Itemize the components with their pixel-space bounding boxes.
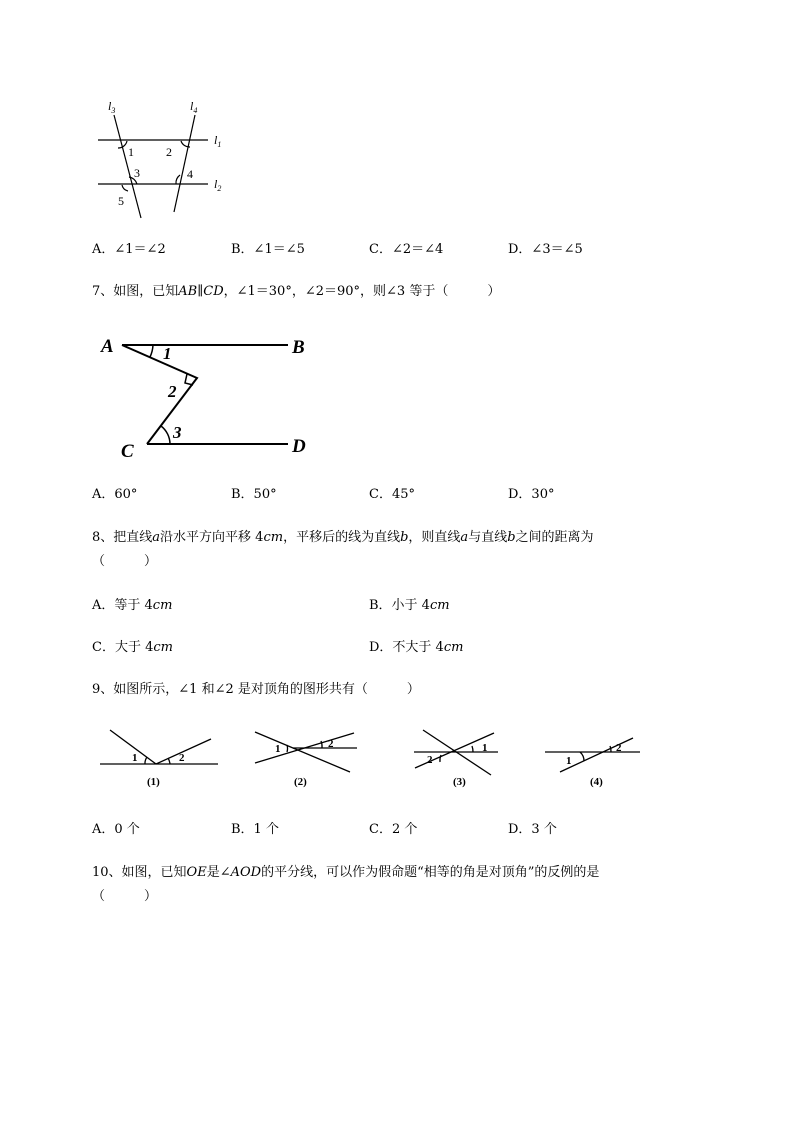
q7-stem: 7、如图，已知AB∥CD，∠1＝30°，∠2＝90°，则∠3 等于（ ）	[92, 284, 501, 299]
fig4-caption: (4)	[590, 776, 603, 788]
q8-option-b: B．小于 4cm	[369, 598, 450, 613]
q9-stem: 9、如图所示，∠1 和∠2 是对顶角的图形共有（ ）	[92, 682, 420, 697]
point-b: B	[292, 337, 305, 358]
q9-option-d: D．3 个	[508, 822, 557, 837]
svg-text:l4	[190, 99, 197, 115]
svg-text:l2	[214, 177, 221, 193]
angle-label-2: 2	[166, 145, 172, 159]
fig2-caption: (2)	[294, 776, 307, 788]
q7-option-d: D．30°	[508, 487, 555, 502]
fig2-angle-1: 1	[275, 743, 281, 755]
fig2-angle-2: 2	[328, 738, 334, 750]
angle-label-5: 5	[118, 194, 124, 208]
q8-stem-paren: （ ）	[92, 554, 158, 569]
q6-option-a: A．∠1＝∠2	[92, 242, 166, 257]
fig4-angle-2: 2	[616, 742, 622, 754]
q6-option-c: C．∠2＝∠4	[369, 242, 444, 257]
label-l3: l	[108, 99, 112, 113]
point-c: C	[121, 441, 134, 462]
fig1-caption: (1)	[147, 776, 160, 788]
q6-option-b: B．∠1＝∠5	[231, 242, 305, 257]
angle-2: 2	[168, 382, 177, 401]
fig3-angle-1: 1	[482, 742, 488, 754]
q8-stem: 8、把直线a沿水平方向平移 4cm，平移后的线为直线b，则直线a与直线b之间的距离为	[92, 530, 594, 545]
angle-label-3: 3	[134, 166, 140, 180]
q7-option-b: B．50°	[231, 487, 277, 502]
q10-stem: 10、如图，已知OE是∠AOD的平分线，可以作为假命题“相等的角是对顶角”的反例的是	[92, 865, 600, 880]
svg-text:l3	[108, 99, 115, 115]
q9-option-b: B．1 个	[231, 822, 279, 837]
fig3-caption: (3)	[453, 776, 466, 788]
q6-option-d: D．∠3＝∠5	[508, 242, 583, 257]
label-l1: l	[214, 133, 218, 147]
label-l4: l	[190, 99, 194, 113]
label-l4-sub: 4	[193, 106, 198, 115]
label-l2: l	[214, 177, 218, 191]
q9-option-a: A．0 个	[92, 822, 140, 837]
fig1-angle-2: 2	[179, 752, 185, 764]
label-l1-sub: 1	[217, 140, 222, 149]
label-l3-sub: 3	[111, 106, 116, 115]
q8-option-d: D．不大于 4cm	[369, 640, 464, 655]
label-l2-sub: 2	[217, 184, 222, 193]
angle-label-4: 4	[187, 167, 193, 181]
q10-stem-paren: （ ）	[92, 889, 158, 904]
angle-label-1: 1	[128, 145, 134, 159]
point-d: D	[292, 436, 306, 457]
angle-3: 3	[173, 423, 182, 442]
q8-option-a: A．等于 4cm	[92, 598, 173, 613]
angle-1: 1	[163, 344, 172, 363]
q9-option-c: C．2 个	[369, 822, 418, 837]
fig4-angle-1: 1	[566, 755, 572, 767]
q7-option-c: C．45°	[369, 487, 415, 502]
q7-option-a: A．60°	[92, 487, 138, 502]
point-a: A	[101, 336, 114, 357]
fig3-angle-2: 2	[427, 754, 433, 766]
svg-text:l1	[214, 133, 221, 149]
q8-option-c: C．大于 4cm	[92, 640, 173, 655]
fig1-angle-1: 1	[132, 752, 138, 764]
